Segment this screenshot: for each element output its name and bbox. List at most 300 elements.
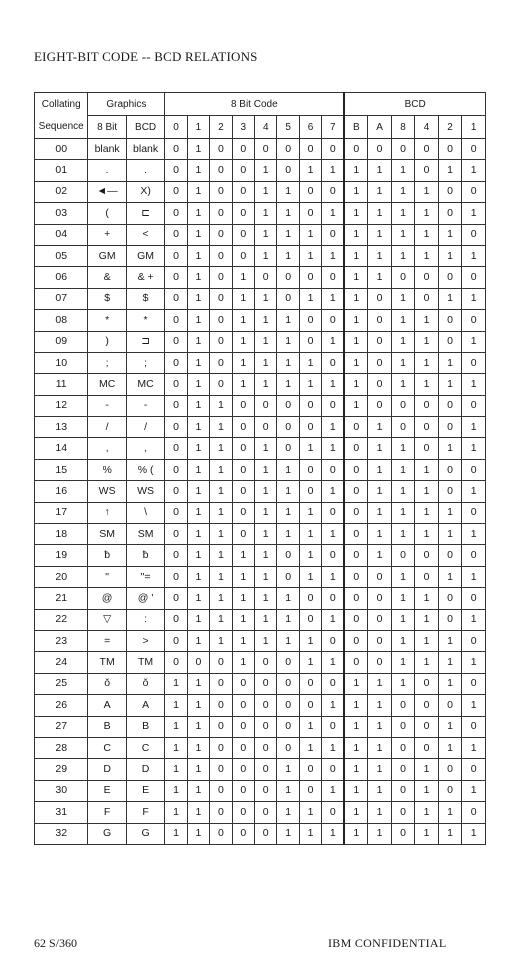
bcd-bit-cell: 1 [344, 267, 368, 288]
bcd-bit-cell: 0 [391, 759, 415, 780]
code-bit-cell: 0 [210, 267, 232, 288]
code-bit-cell: 0 [165, 160, 187, 181]
graphic-bcd-cell: blank [126, 139, 164, 160]
bcd-bit-cell: 0 [438, 481, 462, 502]
bcd-bit-cell: 1 [438, 524, 462, 545]
graphic-8bit-cell: ) [88, 331, 126, 352]
graphic-8bit-cell: % [88, 459, 126, 480]
code-bit-cell: 0 [255, 673, 277, 694]
code-bit-cell: 1 [322, 374, 345, 395]
code-bit-cell: 0 [232, 524, 254, 545]
code-bit-cell: 1 [187, 609, 209, 630]
table-row [35, 481, 486, 502]
sequence-cell: 03 [35, 203, 88, 224]
table-header [35, 93, 486, 139]
code-bit-cell: 0 [232, 502, 254, 523]
code-bit-cell: 0 [210, 139, 232, 160]
code-bit-cell: 0 [232, 139, 254, 160]
bcd-bit-cell: 0 [462, 630, 486, 651]
code-bit-cell: 0 [322, 267, 345, 288]
bcd-bit-cell: 0 [415, 288, 439, 309]
bcd-bit-cell: 1 [415, 630, 439, 651]
bcd-bit-cell: 1 [391, 630, 415, 651]
sequence-cell: 19 [35, 545, 88, 566]
eight-bit-code-header: 8 Bit Code [165, 93, 344, 116]
bcd-bit-cell: 0 [462, 310, 486, 331]
bcd-bit-cell: 0 [462, 716, 486, 737]
bcd-bit-cell: 1 [344, 695, 368, 716]
code-bit-cell: 1 [299, 160, 321, 181]
bcd-bit-cell: 1 [344, 780, 368, 801]
code-bit-cell: 0 [277, 160, 299, 181]
code-bit-cell: 0 [165, 181, 187, 202]
code-bit-cell: 0 [277, 288, 299, 309]
code-bit-cell: 0 [255, 417, 277, 438]
sequence-cell: 08 [35, 310, 88, 331]
bcd-bit-cell: 1 [368, 695, 392, 716]
bcd-bit-cell: 1 [462, 203, 486, 224]
code-bit-cell: 0 [255, 395, 277, 416]
graphic-8bit-cell: . [88, 160, 126, 181]
code-bit-cell: 0 [210, 374, 232, 395]
code-bit-cell: 0 [277, 737, 299, 758]
code-bit-cell: 1 [187, 737, 209, 758]
table-row [35, 310, 486, 331]
code-bit-cell: 1 [322, 609, 345, 630]
code-bit-cell: 0 [165, 331, 187, 352]
code-bit-cell: 0 [277, 438, 299, 459]
bcd-bit-cell: 1 [438, 438, 462, 459]
bcd-bit-cell: 1 [368, 545, 392, 566]
bcd-bit-cell: 0 [462, 139, 486, 160]
code-bit-cell: 0 [232, 716, 254, 737]
bcd-bit-cell: 1 [391, 374, 415, 395]
code-bit-cell: 0 [232, 181, 254, 202]
bcd-bit-cell: 0 [438, 609, 462, 630]
code-bit-cell: 1 [322, 652, 345, 673]
code-bit-cell: 0 [322, 310, 345, 331]
code-bit-cell: 1 [187, 502, 209, 523]
code-bit-cell: 0 [210, 716, 232, 737]
bcd-bit-cell: 1 [344, 759, 368, 780]
code-bit-cell: 1 [277, 780, 299, 801]
bcd-bit-cell: 1 [344, 374, 368, 395]
code-bit-cell: 0 [165, 652, 187, 673]
bcd-bit-cell: 1 [368, 524, 392, 545]
code-bit-cell: 0 [210, 310, 232, 331]
bcd-bit-cell: 0 [415, 737, 439, 758]
bcd-bit-cell: 0 [415, 417, 439, 438]
bcd-bit-cell: 0 [368, 352, 392, 373]
bcd-bit-cell: 1 [415, 481, 439, 502]
code-bit-cell: 1 [277, 759, 299, 780]
code-bit-cell: 1 [299, 737, 321, 758]
bcd-bit-cell: 0 [438, 759, 462, 780]
bcd-bit-cell: 0 [368, 374, 392, 395]
bcd-bit-cell: 1 [415, 374, 439, 395]
code-bit-cell: 1 [187, 524, 209, 545]
table-row [35, 502, 486, 523]
bcd-bit-cell: 0 [415, 139, 439, 160]
bcd-bit-cell: 0 [368, 139, 392, 160]
bcd-bit-cell: 0 [462, 588, 486, 609]
code-bit-cell: 1 [187, 310, 209, 331]
code-bit-cell: 1 [187, 203, 209, 224]
code-bit-cell: 0 [210, 695, 232, 716]
code-bit-cell: 0 [232, 245, 254, 266]
code-bit-cell: 1 [277, 630, 299, 651]
code-bit-cell: 0 [210, 288, 232, 309]
code-relations-table [34, 92, 486, 845]
bcd-bit-cell: 1 [438, 802, 462, 823]
bcd-bit-cell: 0 [415, 267, 439, 288]
bcd-bit-cell: 1 [344, 823, 368, 844]
bcd-bit-cell: 0 [438, 545, 462, 566]
bcd-bit-cell: 1 [344, 203, 368, 224]
graphic-8bit-cell: * [88, 310, 126, 331]
graphic-8bit-cell: ◄— [88, 181, 126, 202]
sequence-cell: 09 [35, 331, 88, 352]
graphic-bcd-cell: - [126, 395, 164, 416]
bcd-bit-cell: 1 [368, 160, 392, 181]
code-bit-cell: 0 [232, 203, 254, 224]
bcd-bit-cell: 0 [462, 395, 486, 416]
code-bit-cell: 1 [322, 245, 345, 266]
code-bit-cell: 1 [232, 630, 254, 651]
code-bit-cell: 0 [277, 695, 299, 716]
bcd-bit-cell: 1 [415, 331, 439, 352]
code-bit-cell: 0 [165, 203, 187, 224]
code-bit-cell: 1 [322, 524, 345, 545]
graphic-8bit-cell: = [88, 630, 126, 651]
code-bit-cell: 1 [299, 245, 321, 266]
bcd-bit-cell: 0 [368, 566, 392, 587]
bcd-bit-cell: 1 [368, 716, 392, 737]
code-bit-cell: 1 [165, 716, 187, 737]
graphic-8bit-cell: GM [88, 245, 126, 266]
code-bit-cell: 1 [299, 524, 321, 545]
graphic-bcd-cell: . [126, 160, 164, 181]
table-row [35, 139, 486, 160]
bcd-bit-cell: 0 [438, 395, 462, 416]
bcd-bit-cell: 0 [391, 737, 415, 758]
code-bit-cell: 1 [165, 802, 187, 823]
table-row [35, 267, 486, 288]
bcd-bit-cell: 0 [462, 502, 486, 523]
bcd-bit-cell: 0 [368, 395, 392, 416]
sequence-cell: 27 [35, 716, 88, 737]
code-bit-cell: 1 [210, 630, 232, 651]
graphic-8bit-cell: D [88, 759, 126, 780]
code-bit-cell: 0 [322, 224, 345, 245]
bcd-bit-cell: 1 [368, 417, 392, 438]
graphic-8bit-cell: A [88, 695, 126, 716]
bcd-bit-cell: 0 [438, 310, 462, 331]
graphic-8bit-cell: & [88, 267, 126, 288]
code-bit-cell: 0 [165, 417, 187, 438]
sequence-cell: 30 [35, 780, 88, 801]
code-bit-cell: 1 [210, 524, 232, 545]
bcd-bit-cell: 0 [391, 695, 415, 716]
code-bit-cell: 1 [322, 823, 345, 844]
code-bit-cell: 1 [255, 481, 277, 502]
sequence-cell: 26 [35, 695, 88, 716]
code-bit-cell: 1 [187, 759, 209, 780]
bcd-bit-cell: 1 [344, 181, 368, 202]
code-bit-cell: 1 [277, 352, 299, 373]
bcd-bit-cell: 0 [344, 417, 368, 438]
code-bit-cell: 0 [232, 224, 254, 245]
code-bit-cell: 0 [322, 759, 345, 780]
bcd-bit-cell: 0 [368, 652, 392, 673]
bcd-bit-cell: 1 [344, 716, 368, 737]
sequence-cell: 29 [35, 759, 88, 780]
code-bit-cell: 0 [299, 395, 321, 416]
graphic-bcd-cell: , [126, 438, 164, 459]
bcd-bit-cell: 1 [391, 652, 415, 673]
code-bit-cell: 0 [232, 160, 254, 181]
code-bit-cell: 1 [255, 331, 277, 352]
code-bit-cell: 0 [255, 652, 277, 673]
code-bit-cell: 1 [255, 310, 277, 331]
code-bit-cell: 1 [322, 203, 345, 224]
graphic-bcd-cell: & + [126, 267, 164, 288]
table-row [35, 652, 486, 673]
bcd-bit-cell: 0 [415, 438, 439, 459]
code-bit-cell: 1 [187, 695, 209, 716]
bcd-bit-cell: 1 [415, 823, 439, 844]
code-bit-cell: 0 [232, 459, 254, 480]
bcd-bit-cell: 1 [438, 288, 462, 309]
code-bit-cell: 1 [187, 331, 209, 352]
code-bit-cell: 0 [165, 245, 187, 266]
code-bit-cell: 0 [255, 823, 277, 844]
bcd-bit-cell: 0 [462, 802, 486, 823]
bcd-bit-cell: 1 [368, 737, 392, 758]
code-bit-cell: 0 [299, 481, 321, 502]
bcd-bit-cell: 0 [438, 695, 462, 716]
graphic-bcd-cell: ⊐ [126, 331, 164, 352]
collating-header-top: Collating [35, 93, 88, 116]
bcd-bit-cell: 1 [368, 780, 392, 801]
code-bit-cell: 1 [187, 374, 209, 395]
bcd-bit-cell: 1 [391, 609, 415, 630]
bcd-bit-cell: 0 [415, 160, 439, 181]
bcd-bit-cell: 1 [368, 181, 392, 202]
bcd-bit-cell: 1 [438, 374, 462, 395]
code-bit-cell: 0 [165, 459, 187, 480]
bcd-bit-cell: 1 [415, 780, 439, 801]
code-bit-cell: 0 [232, 695, 254, 716]
code-bit-cell: 1 [255, 203, 277, 224]
code-bit-cell: 1 [210, 566, 232, 587]
bit-header: 0 [165, 116, 187, 139]
code-bit-cell: 0 [210, 673, 232, 694]
code-bit-cell: 1 [187, 802, 209, 823]
bcd-bit-cell: 0 [344, 588, 368, 609]
graphic-bcd-cell: ; [126, 352, 164, 373]
graphic-bcd-cell: F [126, 802, 164, 823]
bcd-bit-cell: 0 [344, 139, 368, 160]
graphics-8bit-header: 8 Bit [88, 116, 126, 139]
code-bit-cell: 0 [255, 737, 277, 758]
table-row [35, 545, 486, 566]
bcd-bit-cell: 1 [415, 759, 439, 780]
code-bit-cell: 0 [232, 737, 254, 758]
code-bit-cell: 0 [255, 716, 277, 737]
bcd-bit-cell: 1 [344, 673, 368, 694]
graphic-bcd-cell: E [126, 780, 164, 801]
table-body [35, 139, 486, 845]
bcd-bit-header: 8 [391, 116, 415, 139]
sequence-cell: 24 [35, 652, 88, 673]
code-bit-cell: 1 [210, 609, 232, 630]
code-bit-cell: 1 [255, 566, 277, 587]
bcd-bit-cell: 1 [462, 417, 486, 438]
graphics-header: Graphics [88, 93, 165, 116]
code-bit-cell: 0 [277, 417, 299, 438]
bcd-bit-cell: 1 [391, 203, 415, 224]
code-bit-cell: 0 [165, 395, 187, 416]
code-bit-cell: 1 [277, 823, 299, 844]
code-bit-cell: 1 [210, 545, 232, 566]
graphic-bcd-cell: D [126, 759, 164, 780]
code-bit-cell: 0 [165, 374, 187, 395]
bit-header: 1 [187, 116, 209, 139]
graphics-bcd-header: BCD [126, 116, 164, 139]
code-bit-cell: 1 [232, 331, 254, 352]
code-bit-cell: 1 [299, 823, 321, 844]
code-bit-cell: 0 [277, 673, 299, 694]
code-bit-cell: 0 [322, 181, 345, 202]
graphic-8bit-cell: TM [88, 652, 126, 673]
table-row [35, 673, 486, 694]
bcd-bit-cell: 1 [368, 673, 392, 694]
code-bit-cell: 0 [210, 823, 232, 844]
bcd-bit-cell: 0 [368, 609, 392, 630]
code-bit-cell: 0 [299, 139, 321, 160]
sequence-cell: 17 [35, 502, 88, 523]
bcd-bit-cell: 1 [438, 673, 462, 694]
sequence-cell: 25 [35, 673, 88, 694]
bcd-bit-cell: 0 [462, 545, 486, 566]
code-bit-cell: 1 [187, 352, 209, 373]
code-bit-cell: 1 [255, 224, 277, 245]
code-bit-cell: 1 [255, 524, 277, 545]
sequence-cell: 06 [35, 267, 88, 288]
code-bit-cell: 0 [299, 695, 321, 716]
table-row [35, 288, 486, 309]
code-bit-cell: 0 [210, 160, 232, 181]
code-bit-cell: 1 [165, 759, 187, 780]
code-bit-cell: 1 [210, 417, 232, 438]
code-bit-cell: 0 [277, 545, 299, 566]
code-bit-cell: 0 [210, 652, 232, 673]
code-bit-cell: 1 [277, 203, 299, 224]
code-bit-cell: 1 [255, 609, 277, 630]
bcd-bit-cell: 0 [438, 780, 462, 801]
sequence-cell: 18 [35, 524, 88, 545]
bcd-bit-cell: 0 [462, 459, 486, 480]
code-bit-cell: 0 [210, 352, 232, 373]
code-bit-cell: 1 [210, 459, 232, 480]
code-bit-cell: 0 [165, 224, 187, 245]
bcd-bit-cell: 1 [391, 438, 415, 459]
bcd-bit-header: 1 [462, 116, 486, 139]
bcd-bit-cell: 1 [415, 310, 439, 331]
code-bit-cell: 1 [232, 352, 254, 373]
code-bit-cell: 1 [255, 459, 277, 480]
bcd-bit-cell: 1 [344, 160, 368, 181]
bcd-bit-cell: 0 [368, 288, 392, 309]
graphic-8bit-cell: C [88, 737, 126, 758]
bcd-bit-cell: 0 [344, 459, 368, 480]
graphic-8bit-cell: , [88, 438, 126, 459]
table-row [35, 566, 486, 587]
graphic-bcd-cell: @ ' [126, 588, 164, 609]
code-bit-cell: 1 [187, 224, 209, 245]
graphic-bcd-cell: X) [126, 181, 164, 202]
bcd-bit-cell: 0 [415, 395, 439, 416]
code-bit-cell: 0 [165, 438, 187, 459]
graphic-8bit-cell: MC [88, 374, 126, 395]
bcd-bit-cell: 1 [438, 566, 462, 587]
bcd-bit-cell: 0 [415, 695, 439, 716]
code-bit-cell: 1 [187, 545, 209, 566]
bcd-bit-cell: 1 [391, 331, 415, 352]
code-bit-cell: 1 [299, 502, 321, 523]
code-bit-cell: 0 [299, 417, 321, 438]
table-row [35, 352, 486, 373]
bcd-bit-cell: 0 [344, 545, 368, 566]
sequence-cell: 12 [35, 395, 88, 416]
bcd-bit-cell: 1 [344, 224, 368, 245]
graphic-bcd-cell: SM [126, 524, 164, 545]
code-bit-cell: 0 [165, 524, 187, 545]
graphic-8bit-cell: ↑ [88, 502, 126, 523]
code-bit-cell: 0 [255, 780, 277, 801]
code-bit-cell: 1 [322, 737, 345, 758]
code-bit-cell: 1 [277, 802, 299, 823]
bcd-bit-cell: 1 [415, 245, 439, 266]
code-bit-cell: 0 [232, 673, 254, 694]
bcd-bit-cell: 0 [438, 203, 462, 224]
graphic-8bit-cell: ; [88, 352, 126, 373]
code-bit-cell: 1 [277, 331, 299, 352]
code-bit-cell: 1 [210, 481, 232, 502]
code-bit-cell: 1 [255, 245, 277, 266]
graphic-bcd-cell: "= [126, 566, 164, 587]
bcd-bit-cell: 1 [344, 737, 368, 758]
bcd-bit-cell: 1 [344, 331, 368, 352]
bcd-bit-cell: 0 [462, 352, 486, 373]
code-bit-cell: 0 [255, 139, 277, 160]
bcd-bit-cell: 0 [344, 524, 368, 545]
code-bit-cell: 0 [322, 802, 345, 823]
code-bit-cell: 1 [255, 160, 277, 181]
graphic-bcd-cell: : [126, 609, 164, 630]
table-row [35, 245, 486, 266]
graphic-bcd-cell: WS [126, 481, 164, 502]
sequence-cell: 14 [35, 438, 88, 459]
code-bit-cell: 0 [210, 780, 232, 801]
code-bit-cell: 1 [299, 545, 321, 566]
bcd-bit-cell: 0 [391, 802, 415, 823]
code-bit-cell: 0 [322, 352, 345, 373]
table-row [35, 588, 486, 609]
graphic-8bit-cell: SM [88, 524, 126, 545]
code-bit-cell: 1 [232, 566, 254, 587]
